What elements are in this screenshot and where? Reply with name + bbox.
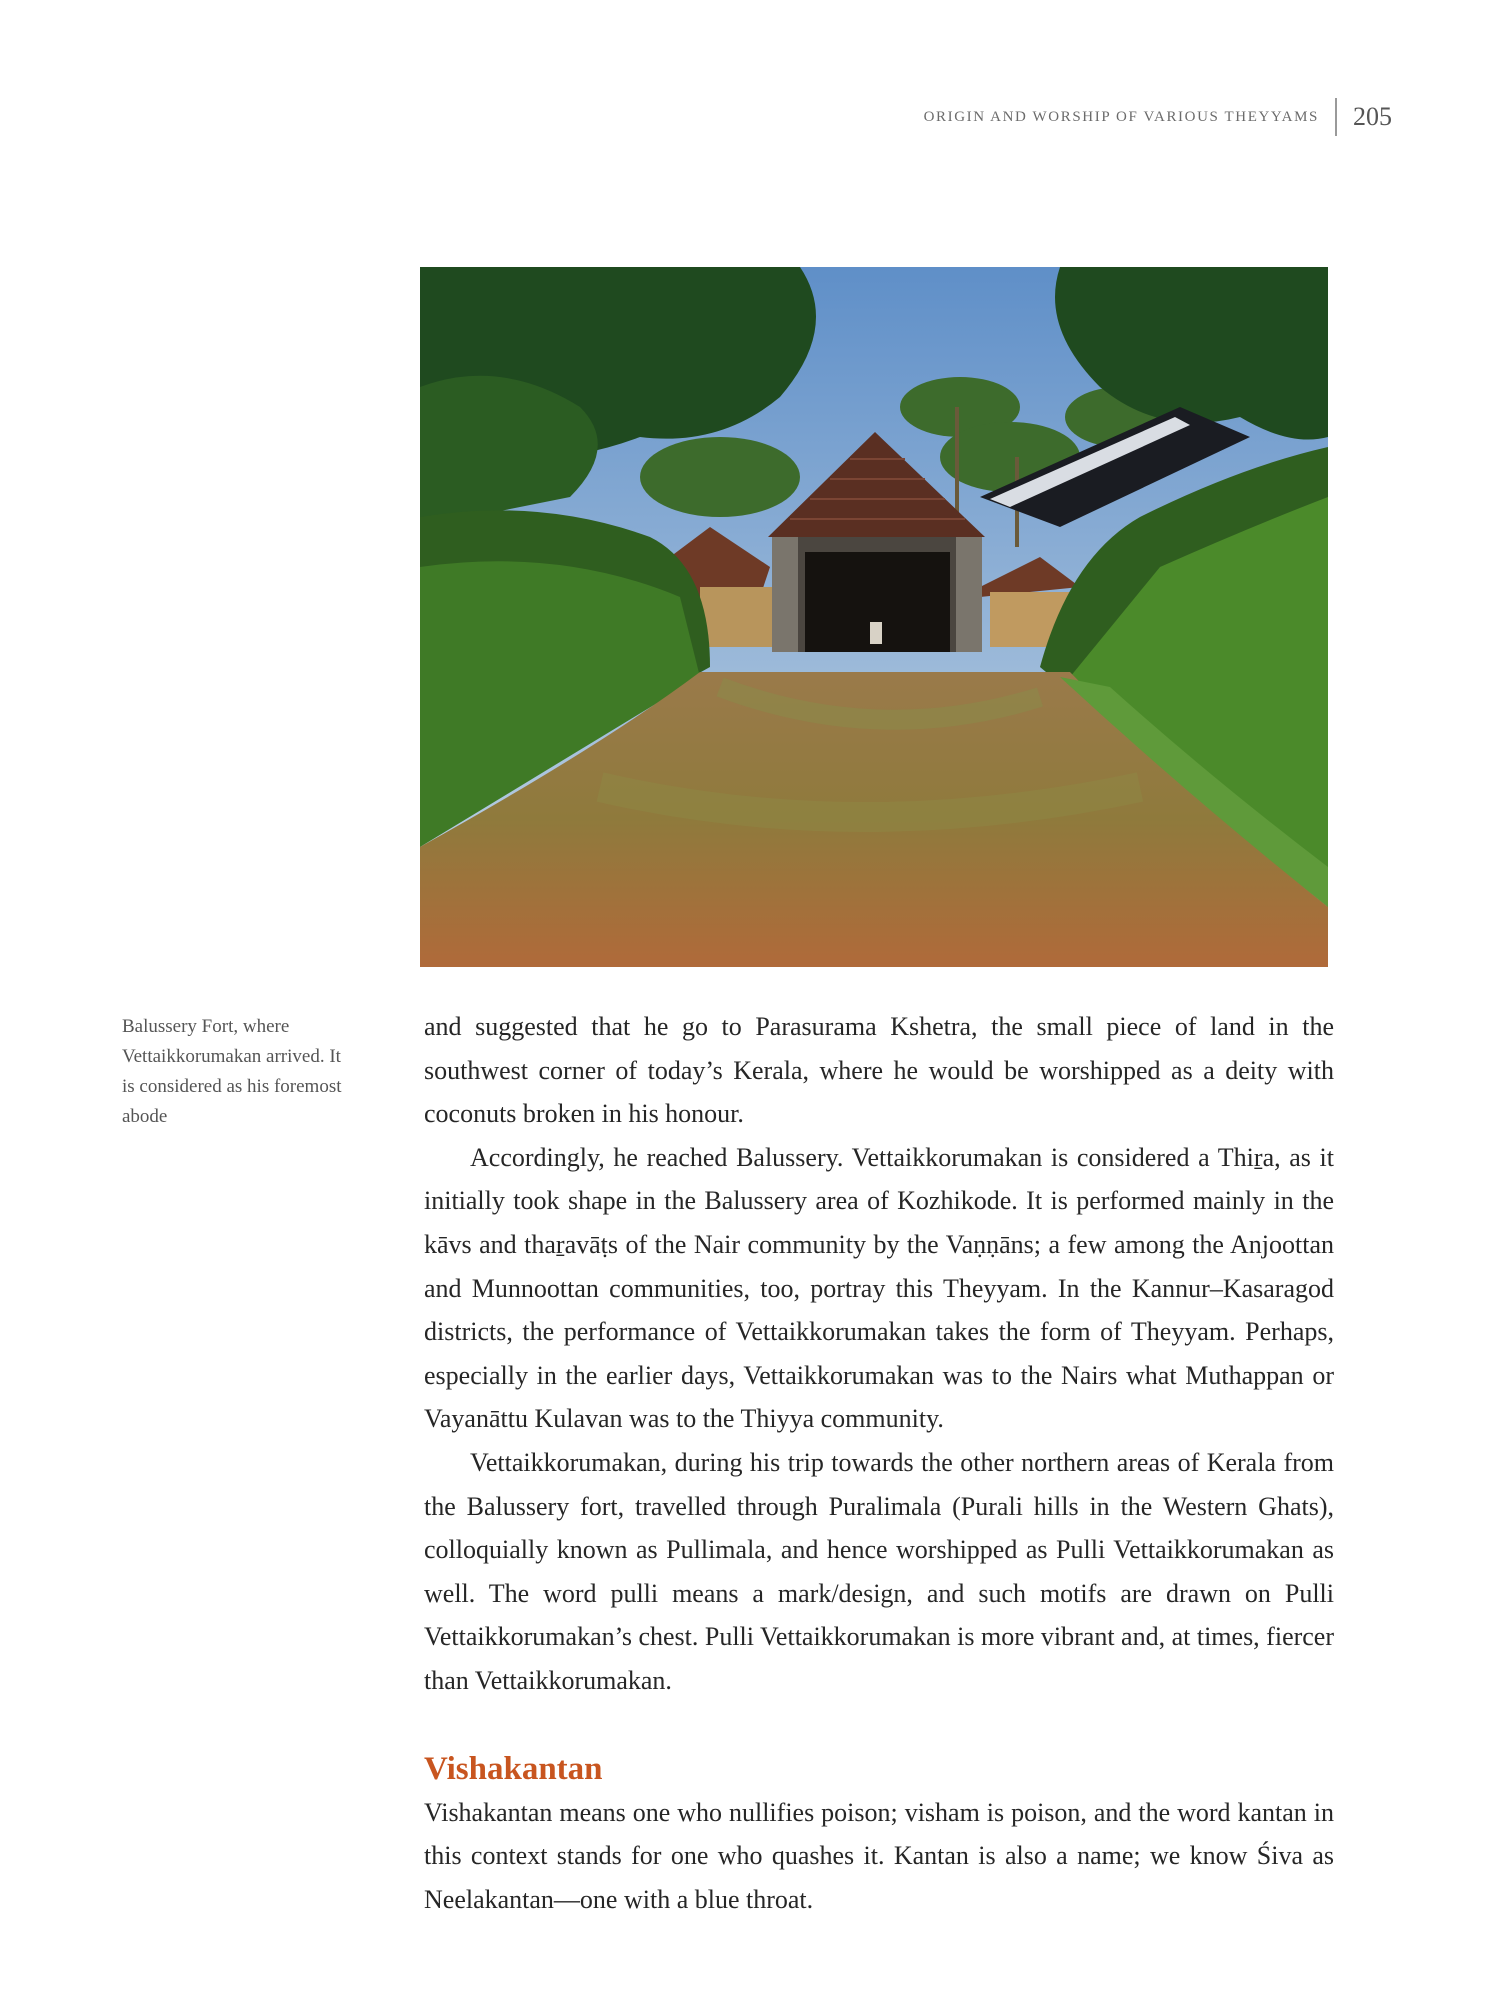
page-number: 205 (1353, 102, 1392, 131)
body-paragraph: and suggested that he go to Parasurama Kshetra, the small piece of land in the southwest corner of today’s Kerala, where he would be worshipped as a deity with coconuts broken in his honour. (424, 1012, 1334, 1129)
section-heading: Vishakantan (424, 1750, 603, 1787)
section-paragraph: Vishakantan means one who nullifies poison; visham is poison, and the word kantan in this context stands for one who quashes it. Kantan is also a name; we know Śiva as Neelakantan—one with a blue throat. (424, 1797, 1334, 1914)
body-text (424, 1005, 1334, 1921)
figure-caption: Balussery Fort, where Vettaikkorumakan arrived. It is considered as his foremost abode (122, 1016, 342, 1127)
fort-photograph (420, 267, 1328, 967)
body-paragraph: Accordingly, he reached Balussery. Vettaikkorumakan is considered a Thiṟa, as it initially took shape in the Balussery area of Kozhikode. It is performed mainly in the kāvs and thaṟavāṭs of the Nair community by the Vaṇṇāns; a few among the Anjoottan and Munnoottan communities, too, portray this Theyyam. In the Kannur–Kasaragod districts, the performance of Vettaikkorumakan takes the form of Theyyam. Perhaps, especially in the earlier days, Vettaikkorumakan was to the Nairs what Muthappan or Vayanāttu Kulavan was to the Thiyya community. (424, 1142, 1334, 1434)
header-divider (1335, 98, 1337, 136)
running-title: ORIGIN AND WORSHIP OF VARIOUS THEYYAMS (923, 108, 1319, 125)
running-header (924, 98, 1392, 136)
body-paragraph: Vettaikkorumakan, during his trip towards the other northern areas of Kerala from the Balussery fort, travelled through Puralimala (Purali hills in the Western Ghats), colloquially known as Pullimala, and hence worshipped as Pulli Vettaikkorumakan as well. The word pulli means a mark/design, and such motifs are drawn on Pulli Vettaikkorumakan’s chest. Pulli Vettaikkorumakan is more vibrant and, at times, fiercer than Vettaikkorumakan. (424, 1447, 1334, 1695)
